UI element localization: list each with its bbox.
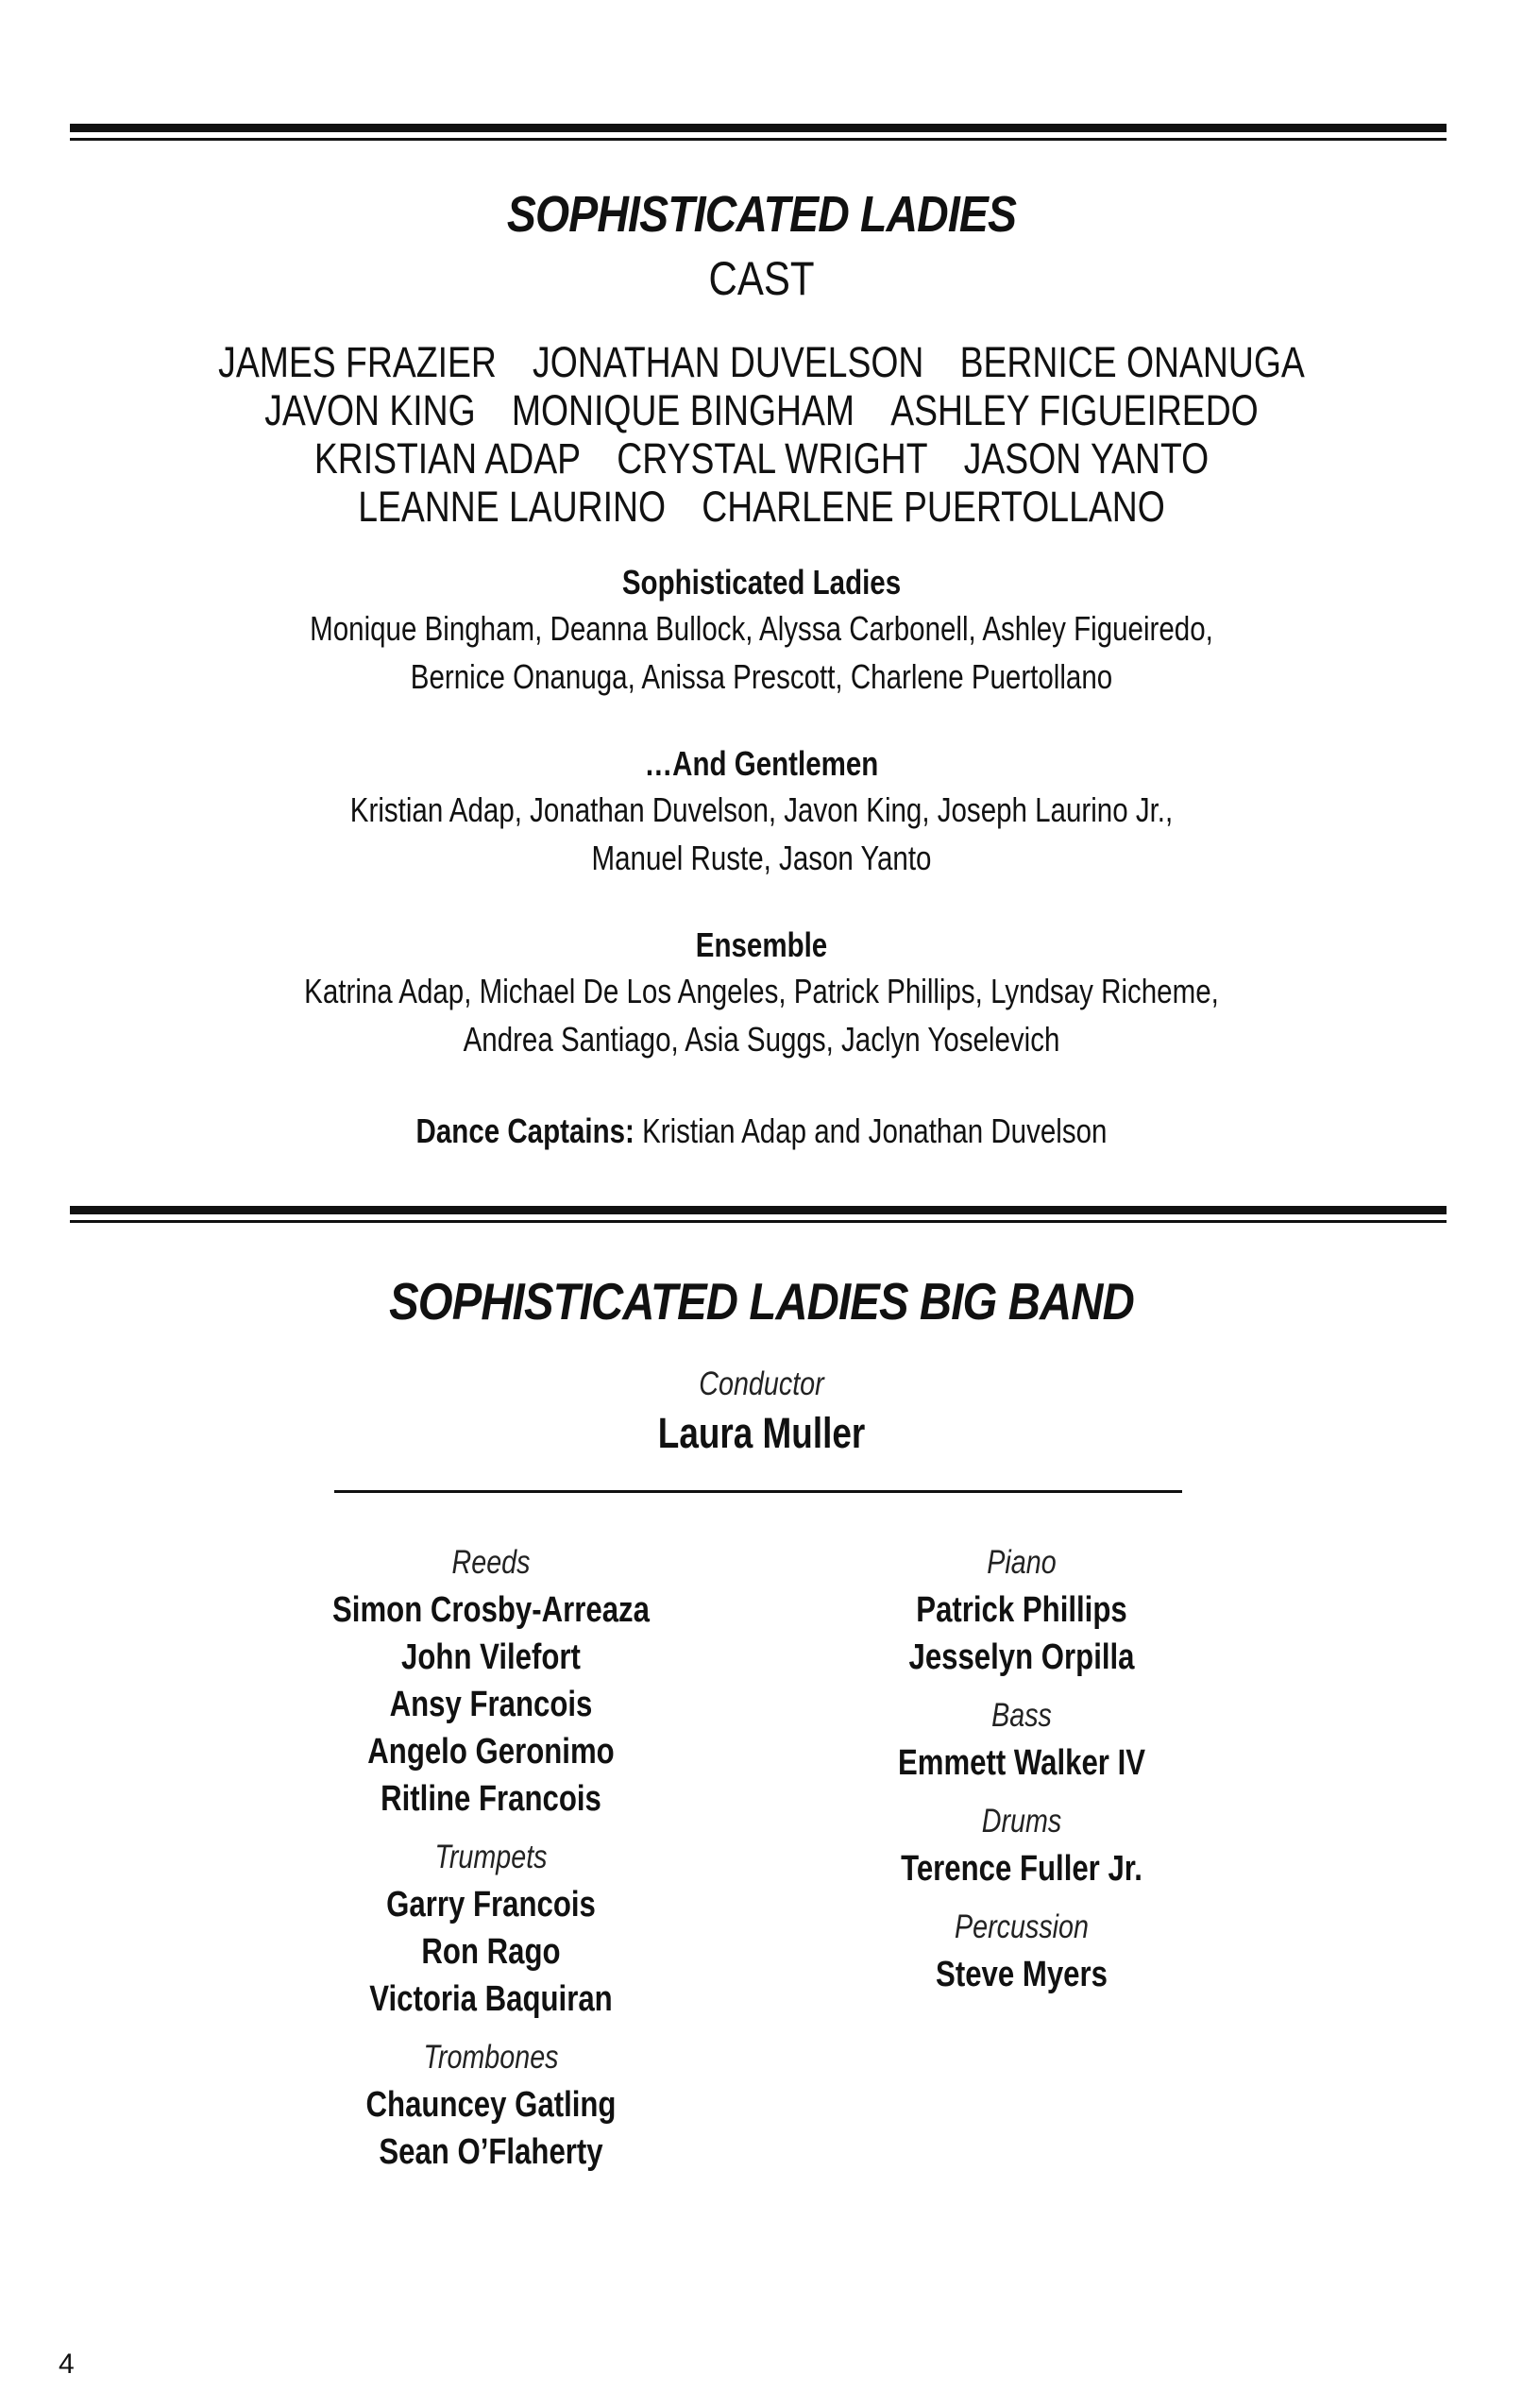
band-section-bass	[738, 1692, 1305, 1787]
principal-name: KRISTIAN ADAP	[313, 434, 582, 483]
musician-name: Chauncey Gatling	[365, 2085, 617, 2125]
musician-name: Ansy Francois	[389, 1685, 593, 1724]
principal-line	[129, 338, 1394, 387]
band-section-percussion	[738, 1904, 1305, 1998]
band-column-right	[738, 1539, 1305, 2009]
principal-name: MONIQUE BINGHAM	[511, 386, 855, 434]
principal-line	[129, 434, 1394, 483]
group-ensemble	[0, 925, 1523, 1063]
principal-name: JONATHAN DUVELSON	[533, 338, 924, 386]
section-role: Percussion	[955, 1908, 1089, 1945]
conductor-name: Laura Muller	[657, 1409, 866, 1457]
page-number: 4	[59, 2349, 75, 2380]
band-section-trombones	[208, 2034, 774, 2176]
band-section-piano	[738, 1539, 1305, 1681]
group-line: Bernice Onanuga, Anissa Prescott, Charlene Puertollano	[410, 657, 1113, 696]
principal-name: LEANNE LAURINO	[358, 483, 667, 531]
section-role: Trombones	[423, 2039, 559, 2076]
section-role: Piano	[987, 1544, 1057, 1581]
musician-name: Patrick Phillips	[916, 1590, 1127, 1630]
cast-title: SOPHISTICATED LADIES	[506, 186, 1017, 243]
group-line: Monique Bingham, Deanna Bullock, Alyssa Carbonell, Ashley Figueiredo,	[310, 609, 1213, 648]
principal-name: CRYSTAL WRIGHT	[617, 434, 928, 483]
principal-name: JAVON KING	[264, 386, 476, 434]
band-title: SOPHISTICATED LADIES BIG BAND	[389, 1272, 1134, 1331]
principal-name: BERNICE ONANUGA	[959, 338, 1305, 386]
musician-name: Jesselyn Orpilla	[908, 1637, 1135, 1677]
group-line: Kristian Adap, Jonathan Duvelson, Javon King, Joseph Laurino Jr.,	[349, 790, 1174, 829]
cast-subtitle: CAST	[708, 252, 815, 305]
top-rule-thick	[70, 124, 1447, 132]
principal-name: CHARLENE PUERTOLLANO	[702, 483, 1165, 531]
musician-name: Steve Myers	[936, 1955, 1108, 1994]
principal-name: JASON YANTO	[963, 434, 1210, 483]
musician-name: John Vilefort	[401, 1637, 581, 1677]
conductor-label: Conductor	[699, 1365, 824, 1402]
group-line: Andrea Santiago, Asia Suggs, Jaclyn Yoselevich	[463, 1020, 1060, 1059]
musician-name: Simon Crosby-Arreaza	[332, 1590, 650, 1630]
principal-line	[129, 386, 1394, 435]
group-gentlemen	[0, 744, 1523, 882]
band-section-trumpets	[208, 1834, 774, 2023]
section-role: Bass	[991, 1697, 1052, 1734]
principal-name: ASHLEY FIGUEIREDO	[890, 386, 1259, 434]
group-line: Katrina Adap, Michael De Los Angeles, Patrick Phillips, Lyndsay Richeme,	[304, 972, 1219, 1010]
group-heading: Sophisticated Ladies	[621, 563, 902, 602]
dance-captains-label: Dance Captains:	[415, 1111, 635, 1150]
dance-captains-names: Kristian Adap and Jonathan Duvelson	[642, 1111, 1108, 1150]
musician-name: Sean O’Flaherty	[379, 2132, 603, 2172]
musician-name: Terence Fuller Jr.	[901, 1849, 1142, 1889]
musician-name: Garry Francois	[386, 1885, 596, 1925]
band-section-drums	[738, 1798, 1305, 1892]
dance-captains	[0, 1107, 1523, 1155]
group-ladies	[0, 563, 1523, 701]
section-role: Drums	[981, 1803, 1062, 1840]
band-column-left	[208, 1539, 774, 2187]
middle-rule-thin	[70, 1220, 1447, 1223]
musician-name: Angelo Geronimo	[367, 1732, 615, 1772]
musician-name: Ron Rago	[421, 1932, 561, 1972]
group-line: Manuel Ruste, Jason Yanto	[591, 839, 932, 877]
top-rule-thin	[70, 138, 1447, 141]
group-heading: Ensemble	[695, 925, 828, 964]
musician-name: Victoria Baquiran	[369, 1979, 613, 2019]
principal-name: JAMES FRAZIER	[218, 338, 497, 386]
section-role: Reeds	[451, 1544, 531, 1581]
middle-rule-thick	[70, 1206, 1447, 1214]
band-section-reeds	[208, 1539, 774, 1823]
section-role: Trumpets	[434, 1839, 548, 1875]
principal-line	[129, 483, 1394, 532]
musician-name: Ritline Francois	[381, 1779, 601, 1819]
conductor-rule	[334, 1490, 1182, 1493]
group-heading: …And Gentlemen	[644, 744, 879, 783]
musician-name: Emmett Walker IV	[897, 1743, 1146, 1783]
